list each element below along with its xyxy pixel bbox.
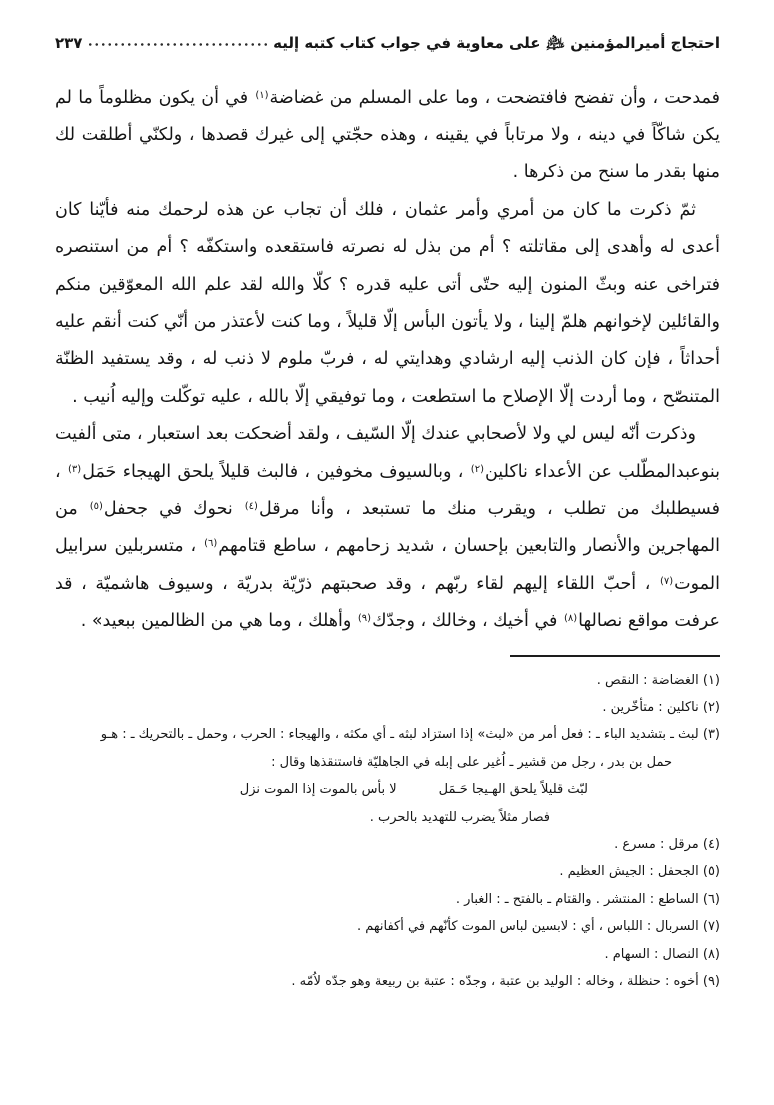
footnote-line: (٩) أخوه : حنظلة ، وخاله : الوليد بن عتبة ، وجدّه : عتبة بن ربيعة وهو جدّه لاُمّه . (291, 974, 720, 990)
verse-hemistich: لا بأس بالموت إذا الموت نزل (239, 782, 397, 798)
footnote-number: (٨) (698, 946, 720, 962)
footnote-number: (٥) (698, 864, 720, 880)
footnote-number: (٦) (698, 891, 720, 907)
footnote-line: (٥) الجحفل : الجيش العظيم . (559, 864, 720, 880)
footnote-item (55, 968, 720, 995)
footnote-item (55, 694, 720, 721)
footnote-item (55, 886, 720, 913)
footnote-line: حمل بن بدر ، رجل من قشير ـ اُغير على إبله في الجاهليّة فاستنقذها وقال : (271, 754, 672, 770)
page-number: ٢٣٧ (55, 34, 83, 52)
footnote-ref: (٨) (563, 613, 578, 625)
footnote-item (55, 941, 720, 968)
footnote-item (55, 721, 720, 831)
footnote-ref: (٥) (89, 500, 103, 512)
verse-hemistich: لبّث قليلاً يلحق الهـيجا حَـمَل (438, 782, 588, 798)
footnote-number: (٤) (698, 837, 720, 853)
footnote-ref: (٦) (204, 538, 218, 550)
page-header (55, 32, 720, 55)
footnote-separator (510, 655, 720, 657)
footnote-number: (٣) (698, 727, 720, 743)
footnote-line: (٤) مرقل : مسرع . (614, 837, 720, 853)
footnote-ref: (٧) (659, 575, 674, 587)
footnote-line: (٢) ناكلين : متأخّرين . (602, 700, 720, 715)
footnote-number: (٢) (698, 700, 720, 715)
footnote-item (55, 858, 720, 885)
dot-leader (87, 41, 268, 48)
footnote-ref: (٩) (357, 613, 372, 625)
footnote-item (55, 831, 720, 858)
footnote-line: (١) الغضاضة : النقص . (596, 672, 720, 688)
footnote-ref: (٢) (470, 463, 484, 475)
footnote-ref: (٤) (244, 500, 258, 512)
verse-line (55, 776, 720, 803)
footnote-number: (١) (698, 672, 720, 688)
footnote-line: (٣) لبث ـ بتشديد الباء ـ : فعل أمر من «لبث» إذا استزاد لبثه ـ أي مكثه ، والهيجاء : الحرب ، وحمل ـ بالتحريك ـ : هـو (100, 727, 720, 743)
footnotes-section (55, 667, 720, 996)
footnote-item (55, 667, 720, 694)
body-text (55, 80, 720, 641)
footnote-line: (٦) الساطع : المنتشر . والقتام ـ بالفتح ـ : الغبار . (455, 891, 720, 907)
paragraph: ثمّ ذكرت ما كان من أمري وأمر عثمان ، فلك أن تجاب عن هذه لرحمك منه فأيّنا كان أعدى له وأهدى إلى مقاتلته ؟ أم من بذل له نصرته فاستقعده واستكفّه ؟ أم من استنصره فتراخى عنه وبثّ المنون إليه حتّى أتى عليه قدره ؟ كلّا والله لقد علم الله المعوّقين منكم والقائلين لإخوانهم هلمّ إلينا ، ولا يأتون البأس إلّا قليلاً ، وما كنت لأعتذر من أنّي كنت أنقم عليه أحداثاً ، فإن كان الذنب إليه ارشادي وهدايتي له ، فربّ ملوم لا ذنب له ، وقد يستفيد الظنّة المتنصّح ، وما أردت إلّا الإصلاح ما استطعت ، وما توفيقي إلّا بالله ، عليه توكّلت وإليه اُنيب . (55, 199, 720, 407)
paragraph: فمدحت ، وأن تفضح فافتضحت ، وما على المسلم من غضاضة$^{(١)}$ في أن يكون مظلوماً ما لم يكن شاكّاً في دينه ، ولا مرتاباً في يقينه ، وهذه حجّتي إلى غيرك قصدها ، ولكنّي أطلقت لك منها بقدر ما سنح من ذكرها . (55, 87, 720, 183)
footnote-line: (٨) النصال : السهام . (604, 946, 720, 962)
footnote-ref: (١) (255, 89, 269, 101)
footnote-item (55, 913, 720, 940)
footnote-number: (٧) (698, 919, 720, 935)
paragraph: وذكرت أنّه ليس لي ولا لأصحابي عندك إلّا السّيف ، ولقد أضحكت بعد استعبار ، متى ألفيت بنوعبدالمطّلب عن الأعداء ناكلين$^{(٢)}$ ، وبالسيوف مخوفين ، فالبث قليلاً يلحق الهيجاء حَمَل$^{(٣)}$ ، فسيطلبك من تطلب ، ويقرب منك ما تستبعد ، وأنا مرقل$^{(٤)}$ نحوك في جحفل$^{(٥)}$ من المهاجرين والأنصار والتابعين بإحسان ، شديد زحامهم ، ساطع قتامهم$^{(٦)}$ ، متسربلين سرابيل الموت$^{(٧)}$ ، أحبّ اللقاء إليهم لقاء ربّهم ، وقد صحبتهم ذرّيّة بدريّة ، وسيوف هاشميّة ، قد عرفت مواقع نصالها$^{(٨)}$ في أخيك ، وخالك ، وجدّك$^{(٩)}$ وأهلك ، وما هي من الظالمين ببعيد» . (55, 424, 721, 632)
footnote-number: (٩) (698, 974, 720, 990)
footnote-line: فصار مثلاً يضرب للتهديد بالحرب . (369, 809, 550, 825)
footnote-ref: (٣) (68, 463, 82, 475)
running-head-title: احتجاج أميرالمؤمنين ﵇ على معاوية في جواب كتاب كتبه إليه (273, 34, 720, 52)
footnote-line: (٧) السربال : اللباس ، أي : لابسين لباس الموت كأنّهم في أكفانهم . (356, 919, 720, 935)
